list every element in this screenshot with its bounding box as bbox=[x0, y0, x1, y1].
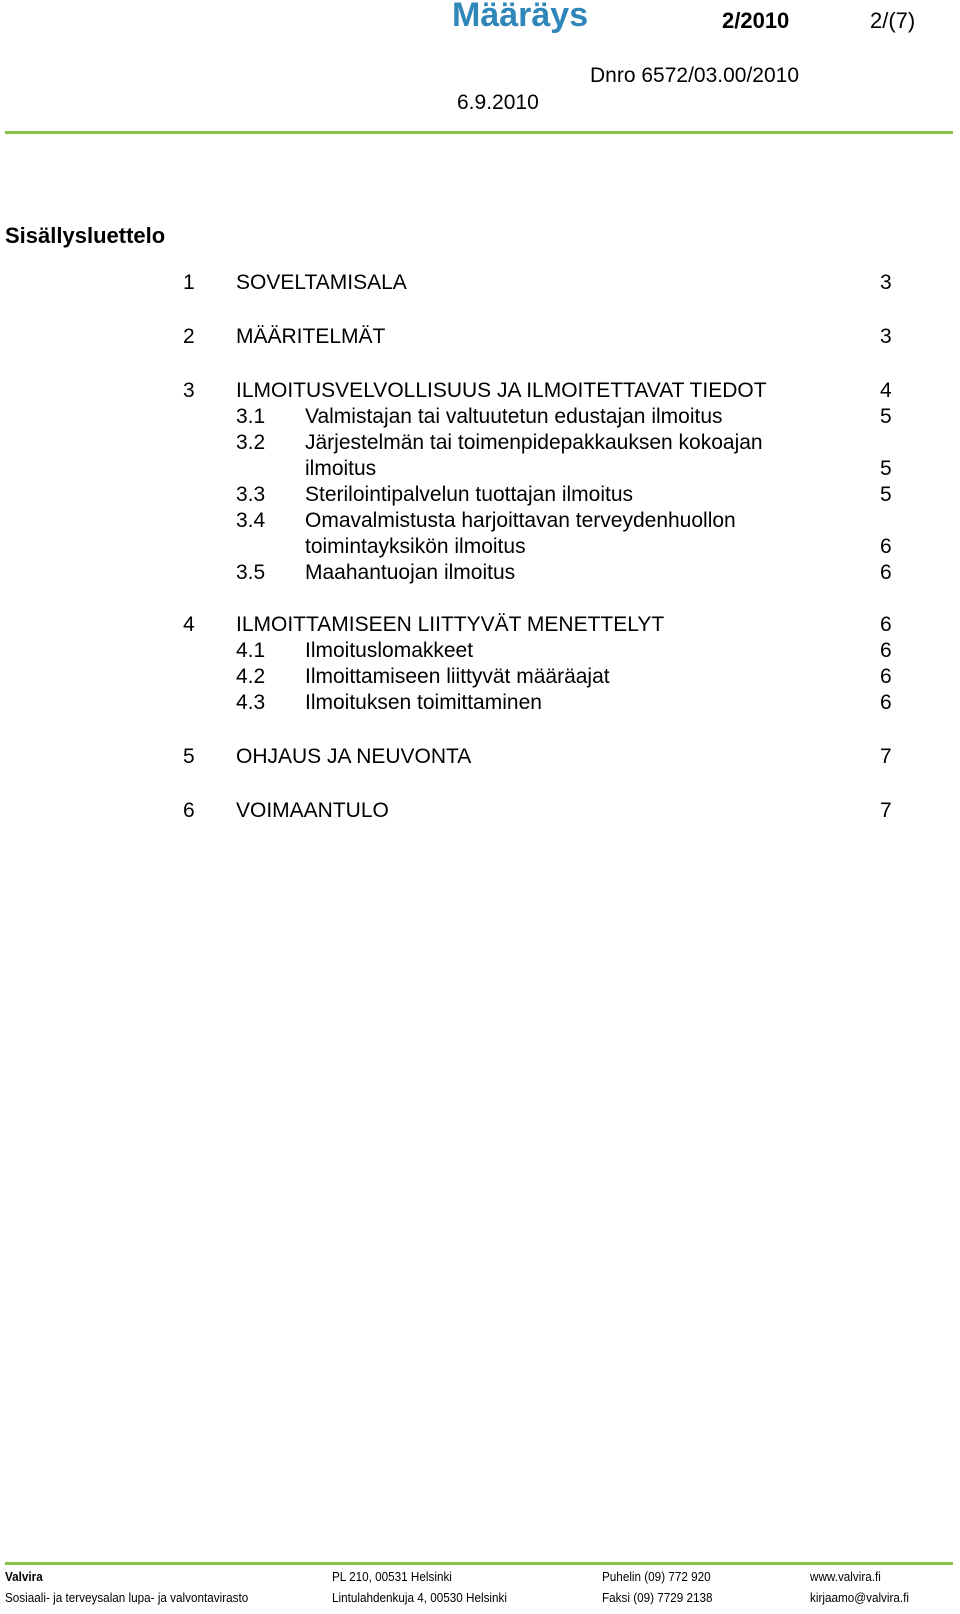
toc-entry-3-2[interactable] bbox=[0, 430, 960, 456]
toc-entry-page: 5 bbox=[880, 457, 892, 480]
toc-entry-page: 5 bbox=[880, 405, 892, 428]
toc-entry-page: 5 bbox=[880, 483, 892, 506]
toc-entry-2[interactable] bbox=[0, 324, 960, 350]
toc-entry-text: MÄÄRITELMÄT bbox=[236, 325, 386, 348]
footer-org-full-name: Sosiaali- ja terveysalan lupa- ja valvontavirasto bbox=[5, 1590, 249, 1605]
document-number: 2/2010 bbox=[722, 8, 790, 33]
toc-entry-3-4-continuation[interactable] bbox=[0, 534, 960, 560]
toc-entry-number: 3.4 bbox=[236, 509, 266, 532]
toc-entry-3[interactable] bbox=[0, 378, 960, 404]
toc-entry-4-1[interactable] bbox=[0, 638, 960, 664]
toc-entry-6[interactable] bbox=[0, 798, 960, 824]
toc-entry-text: ILMOITUSVELVOLLISUUS JA ILMOITETTAVAT TIEDOT bbox=[236, 379, 767, 402]
footer-org-name: Valvira bbox=[5, 1569, 43, 1584]
footer-po-box: PL 210, 00531 Helsinki bbox=[332, 1569, 452, 1584]
toc-entry-text-continued: ilmoitus bbox=[305, 457, 377, 480]
toc-entry-text: Ilmoittamiseen liittyvät määräajat bbox=[305, 665, 610, 688]
toc-entry-page: 6 bbox=[880, 561, 892, 584]
toc-entry-5[interactable] bbox=[0, 744, 960, 770]
toc-entry-page: 3 bbox=[880, 271, 892, 294]
toc-entry-text: Sterilointipalvelun tuottajan ilmoitus bbox=[305, 483, 634, 506]
toc-entry-3-3[interactable] bbox=[0, 482, 960, 508]
toc-entry-number: 4 bbox=[183, 613, 195, 636]
toc-entry-text: ILMOITTAMISEEN LIITTYVÄT MENETTELYT bbox=[236, 613, 665, 636]
page-reference: 2/(7) bbox=[870, 8, 916, 33]
toc-entry-page: 6 bbox=[880, 665, 892, 688]
toc-entry-page: 6 bbox=[880, 613, 892, 636]
toc-entry-number: 3.3 bbox=[236, 483, 266, 506]
toc-entry-1[interactable] bbox=[0, 270, 960, 296]
toc-entry-number: 1 bbox=[183, 271, 195, 294]
toc-title: Sisällysluettelo bbox=[5, 223, 166, 248]
toc-entry-text: SOVELTAMISALA bbox=[236, 271, 407, 294]
toc-entry-number: 5 bbox=[183, 745, 195, 768]
toc-entry-4[interactable] bbox=[0, 612, 960, 638]
document-type: Määräys bbox=[452, 0, 589, 34]
toc-entry-page: 6 bbox=[880, 639, 892, 662]
footer-phone: Puhelin (09) 772 920 bbox=[602, 1569, 711, 1584]
footer-street-address: Lintulahdenkuja 4, 00530 Helsinki bbox=[332, 1590, 507, 1605]
header-divider bbox=[5, 131, 953, 134]
toc-entry-text: OHJAUS JA NEUVONTA bbox=[236, 745, 472, 768]
toc-entry-number: 3.5 bbox=[236, 561, 266, 584]
toc-entry-3-1[interactable] bbox=[0, 404, 960, 430]
toc-entry-text: Valmistajan tai valtuutetun edustajan ilmoitus bbox=[305, 405, 723, 428]
toc-entry-text: Maahantuojan ilmoitus bbox=[305, 561, 516, 584]
toc-entry-number: 6 bbox=[183, 799, 195, 822]
toc-entry-4-2[interactable] bbox=[0, 664, 960, 690]
footer-divider bbox=[5, 1562, 953, 1565]
footer-fax: Faksi (09) 7729 2138 bbox=[602, 1590, 713, 1605]
toc-entry-number: 4.1 bbox=[236, 639, 266, 662]
toc-entry-number: 4.3 bbox=[236, 691, 266, 714]
toc-entry-page: 6 bbox=[880, 691, 892, 714]
toc-entry-page: 4 bbox=[880, 379, 892, 402]
toc-entry-text: VOIMAANTULO bbox=[236, 799, 389, 822]
toc-entry-page: 7 bbox=[880, 799, 892, 822]
toc-entry-text: Järjestelmän tai toimenpidepakkauksen kokoajan bbox=[305, 431, 763, 454]
toc-entry-number: 4.2 bbox=[236, 665, 266, 688]
toc-entry-text: Ilmoituslomakkeet bbox=[305, 639, 474, 662]
toc-entry-page: 3 bbox=[880, 325, 892, 348]
toc-entry-4-3[interactable] bbox=[0, 690, 960, 716]
toc-entry-number: 3 bbox=[183, 379, 195, 402]
toc-entry-3-4[interactable] bbox=[0, 508, 960, 534]
toc-entry-3-5[interactable] bbox=[0, 560, 960, 586]
toc-entry-number: 3.1 bbox=[236, 405, 266, 428]
toc-entry-text: Omavalmistusta harjoittavan terveydenhuollon bbox=[305, 509, 736, 532]
toc-entry-number: 3.2 bbox=[236, 431, 266, 454]
footer-email-link[interactable]: kirjaamo@valvira.fi bbox=[810, 1590, 909, 1605]
record-number: Dnro 6572/03.00/2010 bbox=[590, 64, 800, 87]
toc-entry-3-2-continuation[interactable] bbox=[0, 456, 960, 482]
document-date: 6.9.2010 bbox=[457, 91, 539, 114]
toc-entry-text-continued: toimintayksikön ilmoitus bbox=[305, 535, 526, 558]
toc-entry-number: 2 bbox=[183, 325, 195, 348]
toc-entry-page: 7 bbox=[880, 745, 892, 768]
toc-entry-text: Ilmoituksen toimittaminen bbox=[305, 691, 542, 714]
footer-website-link[interactable]: www.valvira.fi bbox=[810, 1569, 881, 1584]
toc-entry-page: 6 bbox=[880, 535, 892, 558]
